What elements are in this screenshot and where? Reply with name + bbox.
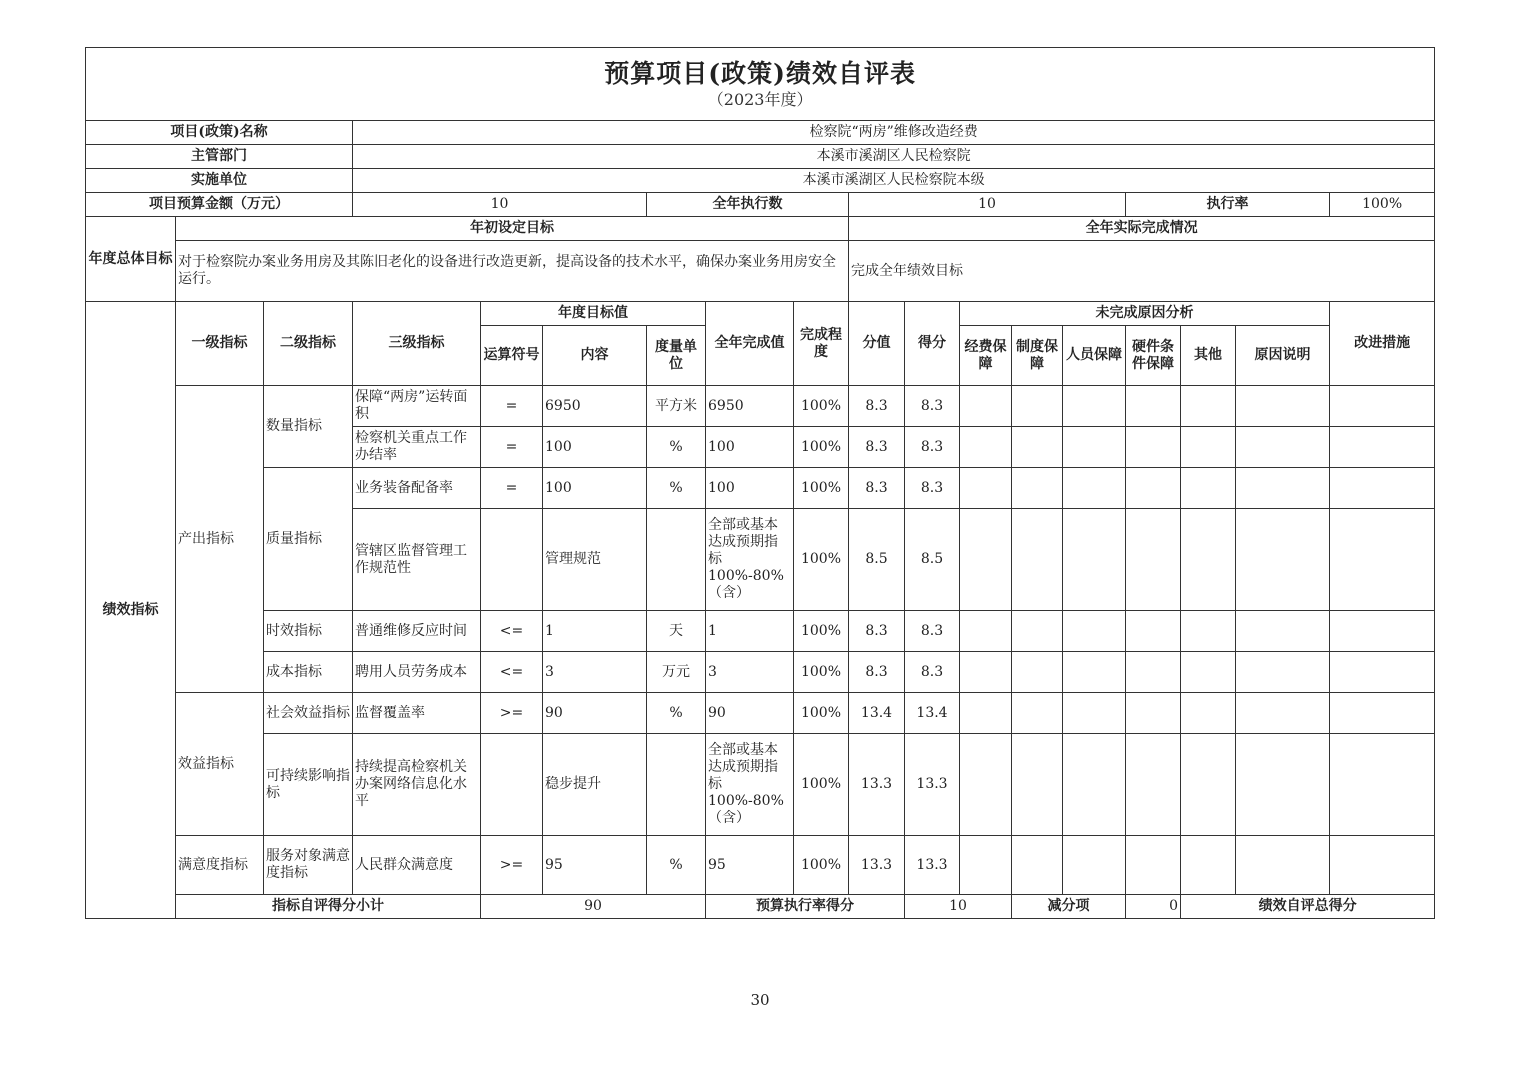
row-score-got: 8.3: [905, 427, 960, 468]
table-row: [86, 468, 1435, 509]
annual-goal-label: 年度总体目标: [86, 217, 176, 302]
col-score-got: 得分: [905, 302, 960, 386]
col-level2: 二级指标: [264, 302, 353, 386]
unit-value: 本溪市溪湖区人民检察院本级: [353, 169, 1435, 193]
deduct-label: 减分项: [1012, 895, 1126, 919]
row-score-got: 13.3: [905, 734, 960, 836]
row-completion: 100%: [794, 693, 849, 734]
rate-label: 执行率: [1126, 193, 1330, 217]
evaluation-table: [85, 47, 1435, 919]
row-operator: =: [481, 468, 543, 509]
row-score-value: 13.3: [849, 734, 905, 836]
row-operator: >=: [481, 693, 543, 734]
row-unit: 万元: [647, 652, 706, 693]
row-completion: 100%: [794, 652, 849, 693]
col-reason-staff: 人员保障: [1063, 326, 1126, 386]
budget-score-label: 预算执行率得分: [706, 895, 905, 919]
table-row: [86, 734, 1435, 836]
indicators-section-label: 绩效指标: [86, 302, 176, 919]
col-reason-system: 制度保障: [1012, 326, 1063, 386]
row-level3: 聘用人员劳务成本: [353, 652, 481, 693]
col-operator: 运算符号: [481, 326, 543, 386]
row-operator: [481, 734, 543, 836]
col-level3: 三级指标: [353, 302, 481, 386]
group-quality: 质量指标: [264, 468, 353, 611]
row-score-value: 8.3: [849, 652, 905, 693]
col-completion: 完成程度: [794, 302, 849, 386]
row-score-value: 8.3: [849, 468, 905, 509]
rate-value: 100%: [1330, 193, 1435, 217]
row-score-value: 13.4: [849, 693, 905, 734]
row-score-got: 8.3: [905, 611, 960, 652]
row-unit: %: [647, 836, 706, 895]
col-reason-explain: 原因说明: [1236, 326, 1330, 386]
row-full-year: 6950: [706, 386, 794, 427]
row-level3: 业务装备配备率: [353, 468, 481, 509]
row-full-year: 1: [706, 611, 794, 652]
row-operator: =: [481, 427, 543, 468]
row-score-got: 8.3: [905, 468, 960, 509]
group-cost: 成本指标: [264, 652, 353, 693]
row-unit: %: [647, 427, 706, 468]
subtotal-label: 指标自评得分小计: [176, 895, 481, 919]
row-score-got: 13.4: [905, 693, 960, 734]
row-operator: <=: [481, 611, 543, 652]
initial-goal-header: 年初设定目标: [176, 217, 849, 241]
col-reason-other: 其他: [1181, 326, 1236, 386]
row-full-year: 全部或基本达成预期指标100%-80%（含）: [706, 734, 794, 836]
group-service: 服务对象满意度指标: [264, 836, 353, 895]
row-score-value: 8.3: [849, 611, 905, 652]
project-name-value: 检察院“两房”维修改造经费: [353, 121, 1435, 145]
row-content: 90: [543, 693, 647, 734]
group-satisfaction: 满意度指标: [176, 836, 264, 895]
col-full-year: 全年完成值: [706, 302, 794, 386]
col-improve: 改进措施: [1330, 302, 1435, 386]
row-content: 100: [543, 468, 647, 509]
row-full-year: 3: [706, 652, 794, 693]
table-row: [86, 386, 1435, 427]
col-score-value: 分值: [849, 302, 905, 386]
page-subtitle: （2023年度）: [707, 90, 813, 109]
row-unit: [647, 509, 706, 611]
row-completion: 100%: [794, 468, 849, 509]
group-sustain: 可持续影响指标: [264, 734, 353, 836]
row-level3: 检察机关重点工作办结率: [353, 427, 481, 468]
col-content: 内容: [543, 326, 647, 386]
group-timeliness: 时效指标: [264, 611, 353, 652]
row-content: 3: [543, 652, 647, 693]
row-operator: =: [481, 386, 543, 427]
col-level1: 一级指标: [176, 302, 264, 386]
row-full-year: 90: [706, 693, 794, 734]
dept-value: 本溪市溪湖区人民检察院: [353, 145, 1435, 169]
row-completion: 100%: [794, 611, 849, 652]
page-title: 预算项目(政策)绩效自评表: [604, 59, 916, 88]
row-unit: 天: [647, 611, 706, 652]
col-reason-group: 未完成原因分析: [960, 302, 1330, 326]
exec-label: 全年执行数: [647, 193, 849, 217]
row-level3: 监督覆盖率: [353, 693, 481, 734]
project-name-label: 项目(政策)名称: [86, 121, 353, 145]
row-completion: 100%: [794, 386, 849, 427]
row-unit: 平方米: [647, 386, 706, 427]
col-target-group: 年度目标值: [481, 302, 706, 326]
row-score-got: 8.3: [905, 386, 960, 427]
initial-goal-text: 对于检察院办案业务用房及其陈旧老化的设备进行改造更新，提高设备的技术水平，确保办案业务用房安全运行。: [176, 241, 849, 302]
col-reason-hardware: 硬件条件保障: [1126, 326, 1181, 386]
row-content: 管理规范: [543, 509, 647, 611]
row-completion: 100%: [794, 509, 849, 611]
budget-value: 10: [353, 193, 647, 217]
evaluation-sheet: [85, 47, 1435, 919]
dept-label: 主管部门: [86, 145, 353, 169]
subtotal-value: 90: [481, 895, 706, 919]
unit-label: 实施单位: [86, 169, 353, 193]
deduct-value: 0: [1126, 895, 1181, 919]
row-operator: [481, 509, 543, 611]
row-level3: 管辖区监督管理工作规范性: [353, 509, 481, 611]
total-label: 绩效自评总得分: [1181, 895, 1435, 919]
row-score-value: 8.3: [849, 386, 905, 427]
row-completion: 100%: [794, 734, 849, 836]
actual-goal-text: 完成全年绩效目标: [849, 241, 1435, 302]
table-row: [86, 611, 1435, 652]
table-row: [86, 693, 1435, 734]
actual-goal-header: 全年实际完成情况: [849, 217, 1435, 241]
group-quantity: 数量指标: [264, 386, 353, 468]
row-operator: <=: [481, 652, 543, 693]
group-benefit: 效益指标: [176, 693, 264, 836]
row-level3: 普通维修反应时间: [353, 611, 481, 652]
row-full-year: 95: [706, 836, 794, 895]
budget-label: 项目预算金额（万元）: [86, 193, 353, 217]
page-number: 30: [750, 991, 770, 1009]
col-reason-funding: 经费保障: [960, 326, 1012, 386]
row-level3: 人民群众满意度: [353, 836, 481, 895]
row-unit: %: [647, 693, 706, 734]
row-content: 95: [543, 836, 647, 895]
row-unit: %: [647, 468, 706, 509]
row-full-year: 100: [706, 427, 794, 468]
row-completion: 100%: [794, 427, 849, 468]
row-full-year: 全部或基本达成预期指标100%-80%（含）: [706, 509, 794, 611]
row-content: 1: [543, 611, 647, 652]
group-output: 产出指标: [176, 386, 264, 693]
row-operator: >=: [481, 836, 543, 895]
row-content: 100: [543, 427, 647, 468]
col-unit: 度量单位: [647, 326, 706, 386]
row-level3: 持续提高检察机关办案网络信息化水平: [353, 734, 481, 836]
group-social: 社会效益指标: [264, 693, 353, 734]
exec-value: 10: [849, 193, 1126, 217]
row-completion: 100%: [794, 836, 849, 895]
row-score-value: 13.3: [849, 836, 905, 895]
row-content: 稳步提升: [543, 734, 647, 836]
row-content: 6950: [543, 386, 647, 427]
row-level3: 保障“两房”运转面积: [353, 386, 481, 427]
title-block: [86, 48, 1435, 121]
row-score-value: 8.3: [849, 427, 905, 468]
row-score-value: 8.5: [849, 509, 905, 611]
row-score-got: 8.5: [905, 509, 960, 611]
budget-score-value: 10: [905, 895, 1012, 919]
row-score-got: 13.3: [905, 836, 960, 895]
row-full-year: 100: [706, 468, 794, 509]
table-row: [86, 836, 1435, 895]
table-row: [86, 652, 1435, 693]
row-score-got: 8.3: [905, 652, 960, 693]
row-unit: [647, 734, 706, 836]
